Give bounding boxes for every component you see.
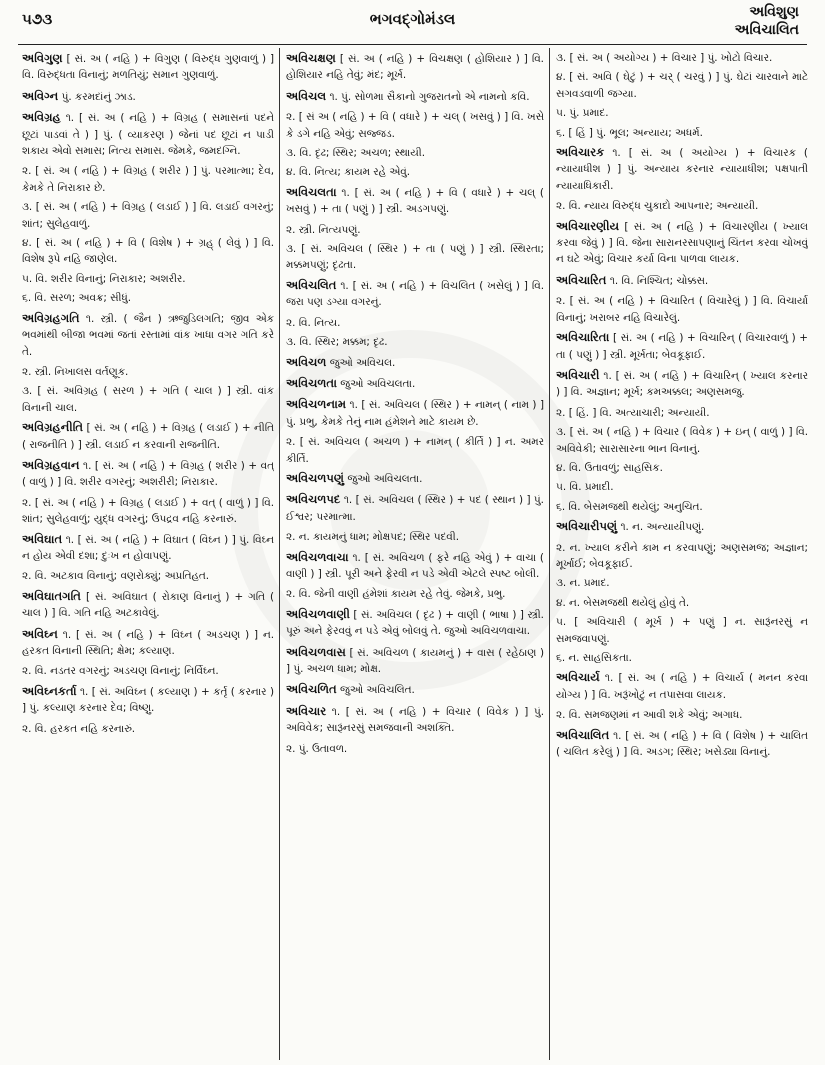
entry-text: ૨. [ સં. અ ( નહિ ) + વિગ્રહ ( લડાઈ ) + વત્ ( વાળું ) ] વિ. શાંત; સુલેહવાળું; યુદ્ધ વગરનું; ઉપદ્રવ નહિ કરનારું. bbox=[22, 496, 274, 526]
dictionary-entry bbox=[556, 727, 808, 761]
entry-sense bbox=[286, 586, 544, 602]
entry-text: ૩. વિ. દૃઢ; સ્થિર; અચળ; સ્થાયી. bbox=[286, 147, 425, 160]
entry-text: ૬. [ હિં ] પું. ભૂલ; અન્યાય; અધર્મ. bbox=[556, 126, 703, 139]
entry-sense bbox=[556, 614, 808, 647]
page-header bbox=[0, 0, 825, 46]
dictionary-entry bbox=[286, 703, 544, 737]
entry-headword: અવિચળિત bbox=[286, 682, 337, 697]
dictionary-entry bbox=[22, 50, 274, 84]
column-2 bbox=[286, 50, 544, 1058]
entry-sense bbox=[556, 707, 808, 723]
entry-text: [ સં. અવિઘાત ( રોકાણ વિનાનું ) + ગતિ ( ચાલ ) ] વિ. ગતિ નહિ અટકાવેલું. bbox=[22, 590, 274, 620]
dictionary-entry bbox=[22, 310, 274, 360]
entry-text: ૨. વિ. ન્યાય વિરુદ્ધ ચુકાદો આપનાર; અન્યાયી. bbox=[556, 200, 759, 213]
entry-headword: અવિચળતા bbox=[286, 375, 337, 390]
entry-text: ૧. [ સં. અ ( નહિ ) + વિઘ્ન ( અડચણ ) ] ન. હરકત વિનાની સ્થિતિ; ક્ષેમ; કલ્યાણ. bbox=[22, 628, 274, 657]
entry-text: ૨. [ સં. અ ( નહિ ) + વિચારિત ( વિચારેલું ) ] વિ. વિચાર્યા વિનાનું; ખરાબર નહિ વિચારેલું. bbox=[556, 295, 808, 324]
entry-headword: અવિચલતા bbox=[286, 184, 337, 199]
entry-sense bbox=[286, 241, 544, 274]
dictionary-entry bbox=[556, 218, 808, 268]
entry-text: ૪. [ સં. અ ( નહિ ) + વિ ( વિશેષ ) + ગ્રહ્ ( લેવું ) ] વિ. વિશેષ રૂપે નહિ જાણેલ. bbox=[22, 237, 274, 266]
entry-text: ૨. વિ. અટકાવ વિનાનું; વણરોક્યું; અપ્રતિહત. bbox=[22, 570, 210, 583]
entry-headword: અવિચક્ષણ bbox=[286, 51, 336, 65]
entry-headword: અવિગ્રહ bbox=[22, 110, 61, 125]
entry-headword: અવિચળવાસ bbox=[286, 644, 346, 659]
entry-sense bbox=[22, 495, 274, 528]
entry-text: ૨. [ હિં. ] વિ. અત્યાચારી; અન્યાયી. bbox=[556, 406, 710, 419]
entry-sense bbox=[286, 164, 544, 180]
entry-text: ૧. [ સં. અવિચળ ( ફરે નહિ એવું ) + વાચા ( વાણી ) ] સ્ત્રી. પૂરી અને ફેરવી ન પડે એવી એટલે સ્પષ્ટ બોલી. bbox=[286, 551, 544, 580]
entry-headword: અવિચળવાણી bbox=[286, 606, 350, 621]
entry-headword: અવિગ્રહગતિ bbox=[22, 310, 80, 325]
dictionary-entry bbox=[286, 606, 544, 640]
column-3 bbox=[556, 50, 808, 1058]
entry-text: ૨. [ સં. અવિચલ ( અચળ ) + નામન્ ( કીર્તિ ) ] ન. અમર કીર્તિ. bbox=[286, 436, 544, 465]
entry-headword: અવિચલિત bbox=[286, 277, 337, 292]
entry-sense bbox=[22, 568, 274, 584]
entry-sense bbox=[286, 145, 544, 161]
entry-sense bbox=[556, 198, 808, 214]
entry-sense bbox=[556, 540, 808, 573]
entry-sense bbox=[22, 290, 274, 306]
entry-text: ૫. વિ. શરીર વિનાનું; નિરાકાર; અશરીર. bbox=[22, 272, 186, 285]
page-title: ભગવદ્ગોમંડલ bbox=[369, 10, 456, 28]
dictionary-entry bbox=[286, 681, 544, 698]
dictionary-entry bbox=[556, 669, 808, 703]
entry-headword: અવિચારી bbox=[556, 367, 600, 382]
entry-sense bbox=[286, 334, 544, 350]
entry-text: ૨. વિ. સમજણમાં ન આવી શકે એવું; અગાધ. bbox=[556, 709, 743, 722]
entry-headword: અવિચારિતા bbox=[556, 330, 610, 345]
entry-text: [ સં. અ ( નહિ ) + વિચારણીય ( ખ્યાલ કરવા જેવું ) ] વિ. જેના સારાનરસાપણાનું ચિંતન કરવા ચોખવું ન ઘટે એવું; વિચાર કર્યા વિના પાળવા લાયક. bbox=[556, 220, 808, 266]
entry-text: ૪. વિ. ઉતાવળું; સાહસિક. bbox=[556, 461, 663, 474]
entry-text: ૧. [ સં. અ ( અયોગ્ય ) + વિચારક ( ન્યાયાધીશ ) ] પું. અન્યાય કરનાર ન્યાયાધીશ; પક્ષપાતી ન્યાયાધિકારી. bbox=[556, 147, 808, 192]
entry-text: જુઓ અવિચલ. bbox=[329, 356, 396, 369]
entry-text: ૧. [ સં. અ ( નહિ ) + વિઘાત ( વિઘ્ન ) ] પું. વિઘ્ન ન હોય એવી દશા; દુઃખ ન હોવાપણું. bbox=[22, 533, 274, 562]
entry-sense bbox=[556, 50, 808, 66]
entry-headword: અવિગ્ન bbox=[22, 88, 59, 103]
entry-headword: અવિચળ bbox=[286, 354, 327, 369]
entry-text: ૨. ન. ખ્યાલ કરીને કામ ન કરવાપણું; અણસમજ; અજ્ઞાન; મૂર્ખાઈ; બેવકૂફાઈ. bbox=[556, 541, 808, 570]
dictionary-entry bbox=[286, 50, 544, 84]
entry-sense bbox=[22, 163, 274, 196]
column-1 bbox=[22, 50, 274, 1058]
entry-text: ૫. પું. પ્રમાદ. bbox=[556, 107, 609, 120]
column-divider bbox=[279, 48, 280, 1060]
entry-text: ૧. [ સં. અ ( નહિ ) + વિ ( વધારે ) + ચલ્ ( ખસવું ) + તા ( પણું ) ] સ્ત્રી. અડગપણું. bbox=[286, 186, 544, 216]
dictionary-entry bbox=[22, 457, 274, 491]
entry-sense bbox=[22, 199, 274, 232]
entry-text: ૧. [ સં. અવિચલ ( સ્થિર ) + પદ ( સ્થાન ) ] પું. ઈશ્વર; પરમાત્મા. bbox=[286, 494, 544, 523]
entry-text: ૪. [ સં. અવિ ( ઘેટું ) + ચર્ ( ચરવું ) ] પું. ઘેટાં ચારવાને માટે સગવડવાળી જગ્યા. bbox=[556, 71, 808, 100]
dictionary-entry bbox=[286, 396, 544, 430]
entry-text: ૩. ન. પ્રમાદ. bbox=[556, 577, 610, 590]
entry-text: ૧. [ સં. અ ( નહિ ) + વિગ્રહ ( સમાસનાં પદને છૂટાં પાડવાં તે ) ] પું. ( વ્યાકરણ ) જેનાં પદ છૂટાં ન પાડી શકાય એવો સમાસ; નિત્ય સમાસ. જેમકે, જમદગ્નિ. bbox=[22, 112, 274, 158]
entry-text: ૬. ન. સાહસિકતા. bbox=[556, 652, 632, 664]
entry-headword: અવિચલ bbox=[286, 88, 327, 103]
entry-text: ૨. સ્ત્રી. નિત્યપણું. bbox=[286, 223, 361, 236]
entry-headword: અવિચારણીય bbox=[556, 218, 620, 233]
entry-text: ૨. વિ. જેની વાણી હંમેશાં કાયમ રહે તેવું. જેમકે, પ્રભુ. bbox=[286, 588, 506, 601]
entry-headword: અવિચળપણું bbox=[286, 470, 345, 485]
dictionary-entry bbox=[286, 491, 544, 525]
entry-text: ૨. સ્ત્રી. નિખાલસ વર્તણૂક. bbox=[22, 365, 129, 378]
entry-headword: અવિચાર્ય bbox=[556, 670, 600, 685]
dictionary-entry bbox=[286, 470, 544, 487]
entry-text: [ સં. અ ( નહિ ) + વિચક્ષણ ( હોશિયાર ) ] વિ. હોશિયાર નહિ તેવું; મંદ; મૂર્ખ. bbox=[286, 53, 544, 82]
entry-headword: અવિચાલિત bbox=[556, 727, 610, 742]
running-head-start: અવિશુણ bbox=[749, 4, 799, 20]
entry-sense bbox=[556, 424, 808, 457]
entry-sense bbox=[22, 721, 274, 737]
entry-text: ૩. [ સં. અ ( નહિ ) + વિગ્રહ ( લડાઈ ) ] વિ. લડાઈ વગરનું; શાંત; સુલેહવાળું. bbox=[22, 201, 274, 230]
entry-headword: અવિચારીપણું bbox=[556, 519, 618, 534]
entry-text: ૨. ન. કાયમનું ધામ; મોક્ષપદ; સ્થિર પદવી. bbox=[286, 531, 460, 544]
entry-text: જુઓ અવિચલતા. bbox=[347, 472, 423, 485]
entry-text: ૧. [ સં. અ ( નહિ ) + વિચલિત ( ખસેલું ) ] વિ. જરા પણ ડગ્યા વગરનું. bbox=[286, 279, 544, 309]
dictionary-entry bbox=[22, 88, 274, 105]
entry-sense bbox=[556, 595, 808, 611]
entry-text: ૨. પું. ઉતાવળ. bbox=[286, 742, 348, 755]
entry-sense bbox=[556, 650, 808, 666]
dictionary-entry bbox=[22, 419, 274, 453]
dictionary-entry bbox=[22, 531, 274, 565]
entry-sense bbox=[286, 529, 544, 545]
entry-sense bbox=[556, 69, 808, 102]
entry-text: ૧. [ સં. અ ( નહિ ) + વિગ્રહ ( શરીર ) + વત્ ( વાળું ) ] વિ. શરીર વગરનું; અશરીરી; નિરાકાર. bbox=[22, 459, 274, 489]
dictionary-entry bbox=[556, 518, 808, 535]
dictionary-entry bbox=[22, 588, 274, 622]
entry-text: [ સં. અવિચળ ( કાયમનું ) + વાસ ( રહેઠાણ ) ] પું. અચળ ધામ; મોક્ષ. bbox=[286, 646, 544, 675]
entry-sense bbox=[556, 460, 808, 476]
entry-sense bbox=[22, 383, 274, 416]
entry-text: ૧. ન. અન્યાયીપણું. bbox=[620, 521, 705, 534]
entry-sense bbox=[22, 271, 274, 287]
entry-text: ૩. [ સં. અવિગ્રહ ( સરળ ) + ગતિ ( ચાલ ) ] સ્ત્રી. વાંક વિનાની ચાલ. bbox=[22, 385, 274, 414]
entry-text: ૬. વિ. સરળ; અવક્ર; સીધું. bbox=[22, 292, 132, 305]
entry-text: ૧. [ સં. અ ( નહિ ) + વિચાર ( વિવેક ) ] પું. અવિવેક; સારૂંનરસું સમજવાની અશક્તિ. bbox=[286, 705, 544, 735]
entry-headword: અવિગ્રહનીતિ bbox=[22, 420, 84, 435]
entry-sense bbox=[556, 405, 808, 421]
entry-text: ૩. [ સં. અ ( નહિ ) + વિચાર ( વિવેક ) + ઇન્ ( વાળું ) ] વિ. અવિવેકી; સારાસારના ભાન વિનાનું. bbox=[556, 426, 808, 455]
running-head-end: અવિચાલિત bbox=[734, 22, 799, 38]
entry-sense bbox=[556, 479, 808, 495]
entry-text: ૪. વિ. નિત્ય; કાયમ રહે એવું. bbox=[286, 166, 411, 179]
entry-text: ૩. [ સં. અ ( અયોગ્ય ) + વિચાર ] પું. ખોટો વિચાર. bbox=[556, 52, 773, 64]
entry-headword: અવિગુણ bbox=[22, 51, 63, 65]
entry-text: ૩. [ સં. અવિચલ ( સ્થિર ) + તા ( પણું ) ] સ્ત્રી. સ્થિરતા; મક્કમપણું; દૃઢતા. bbox=[286, 243, 544, 272]
dictionary-entry bbox=[556, 329, 808, 363]
entry-sense bbox=[286, 222, 544, 238]
entry-text: ૨. વિ. હરકત નહિ કરનારું. bbox=[22, 722, 136, 735]
entry-headword: અવિઘ્નકર્તા bbox=[22, 683, 77, 698]
entry-text: ૧. [ સં. અ ( નહિ ) + વિચાર્ય ( મનન કરવા યોગ્ય ) ] વિ. ખરૂંખોટું ન તપાસવા લાયક. bbox=[556, 672, 808, 701]
entry-headword: અવિઘાતગતિ bbox=[22, 588, 81, 603]
entry-sense bbox=[556, 125, 808, 141]
entry-headword: અવિચારક bbox=[556, 145, 605, 160]
entry-sense bbox=[556, 499, 808, 515]
entry-headword: અવિચારિત bbox=[556, 272, 607, 287]
entry-sense bbox=[556, 293, 808, 326]
entry-text: ૧. પું. સોળમા સૈકાનો ગુજરાતનો એ નામનો કવિ. bbox=[329, 90, 530, 103]
entry-text: ૪. ન. બેસમજથી થયેલું હોવું તે. bbox=[556, 596, 690, 609]
dictionary-entry bbox=[556, 144, 808, 194]
dictionary-entry bbox=[286, 354, 544, 371]
entry-text: જુઓ અવિચલિત. bbox=[340, 684, 415, 697]
entry-headword: અવિચાર bbox=[286, 703, 327, 718]
dictionary-entry bbox=[556, 367, 808, 401]
entry-text: [ સં. અ ( નહિ ) + વિગુણ ( વિરુદ્ધ ગુણવાળું ) ] વિ. વિરુદ્ધતા વિનાનું; મળતિયું; સમાન ગુણવાળું. bbox=[22, 53, 274, 82]
entry-sense bbox=[556, 575, 808, 591]
entry-text: ૨. વિ. નડતર વગરનું; અડચણ વિનાનું; નિર્વિઘ્ન. bbox=[22, 665, 219, 678]
entry-headword: અવિચળવાચા bbox=[286, 549, 349, 564]
entry-text: પું. કરમદાંનું ઝાડ. bbox=[61, 90, 136, 103]
dictionary-entry bbox=[22, 109, 274, 159]
page-number: ૫૭૩ bbox=[22, 10, 53, 28]
entry-sense bbox=[22, 364, 274, 380]
entry-sense bbox=[556, 105, 808, 121]
entry-sense bbox=[286, 315, 544, 331]
dictionary-entry bbox=[286, 644, 544, 678]
entry-text: [ સં. અ ( નહિ ) + વિચારિન્ ( વિચારવાળું ) + તા ( પણું ) ] સ્ત્રી. મૂર્ખતા; બેવકૂફાઈ. bbox=[556, 332, 808, 361]
entry-text: ૧. [ સં. અ ( નહિ ) + વિચારિન્ ( ખ્યાલ કરનાર ) ] વિ. અજ્ઞાન; મૂર્ખ; કમઅક્કલ; અણસમજુ. bbox=[556, 369, 808, 399]
entry-text: ૨. [ સં. અ ( નહિ ) + વિગ્રહ ( શરીર ) ] પું. પરમાત્મા; દેવ, કેમકે તે નિરાકાર છે. bbox=[22, 165, 274, 194]
dictionary-entry bbox=[22, 683, 274, 717]
entry-headword: અવિગ્રહવાન bbox=[22, 457, 80, 472]
header-rule bbox=[18, 44, 807, 45]
entry-text: ૫. વિ. પ્રમાદી. bbox=[556, 481, 614, 494]
dictionary-entry bbox=[286, 277, 544, 311]
entry-headword: અવિઘ્ન bbox=[22, 626, 58, 641]
entry-text: ૩. વિ. સ્થિર; મક્કમ; દૃઢ. bbox=[286, 336, 388, 349]
entry-text: ૧. સ્ત્રી. ( જૈન ) ઋજુડિલગતિ; જીવ એક ભવમાંથી બીજા ભવમાં જતાં રસ્તામાં વાંક ખાધા વગર ગતિ કરે તે. bbox=[22, 312, 274, 358]
dictionary-entry bbox=[286, 88, 544, 105]
entry-text: ૧. વિ. નિશ્ચિત; ચોક્કસ. bbox=[609, 274, 709, 287]
entry-text: જુઓ અવિચલતા. bbox=[340, 377, 416, 390]
dictionary-entry bbox=[286, 184, 544, 218]
dictionary-entry bbox=[556, 272, 808, 289]
entry-text: ૬. વિ. બેસમજથી થયેલું; અનુચિત. bbox=[556, 500, 703, 513]
dictionary-entry bbox=[286, 549, 544, 583]
entry-headword: અવિચળપદ bbox=[286, 492, 341, 507]
column-divider bbox=[549, 48, 550, 1060]
dictionary-entry bbox=[286, 375, 544, 392]
dictionary-entry bbox=[22, 626, 274, 660]
entry-sense bbox=[286, 434, 544, 467]
entry-text: [ સં. અવિચલ ( દૃઢ ) + વાણી ( ભાષા ) ] સ્ત્રી. પૂરું અને ફેરવવું ન પડે એવું બોલવું તે. જુઓ અવિચળવાચા. bbox=[286, 608, 544, 638]
entry-text: ૨. વિ. નિત્ય. bbox=[286, 316, 341, 329]
entry-headword: અવિઘાત bbox=[22, 531, 63, 546]
entry-sense bbox=[286, 741, 544, 757]
entry-sense bbox=[286, 109, 544, 142]
entry-text: ૧. [ સં. અવિચલ ( સ્થિર ) + નામન્ ( નામ ) ] પું. પ્રભુ, કેમકે તેનું નામ હંમેશને માટે કાયમ છે. bbox=[286, 399, 544, 428]
entry-sense bbox=[22, 663, 274, 679]
entry-text: ૨. [ સં અ ( નહિ ) + વિ ( વધારે ) + ચલ્ ( ખસવું ) ] વિ. ખસે કે ડગે નહિ એવું; સજ્જડ. bbox=[286, 111, 544, 140]
entry-text: ૧. [ સં. અવિઘ્ન ( કલ્યાણ ) + કર્તૃ ( કરનાર ) ] પું. કલ્યાણ કરનાર દેવ; વિષ્ણુ. bbox=[22, 685, 274, 715]
entry-headword: અવિચળનામ bbox=[286, 397, 347, 412]
entry-text: ૧. [ સં. અ ( નહિ ) + વિ ( વિશેષ ) + ચાલિત ( ચલિત કરેલું ) ] વિ. અડગ; સ્થિર; ખસેડ્યા વિનાનું. bbox=[556, 729, 808, 759]
entry-text: [ સં. અ ( નહિ ) + વિગ્રહ ( લડાઈ ) + નીતિ ( રાજનીતિ ) ] સ્ત્રી. લડાઈ ન કરવાની રાજનીતિ. bbox=[22, 422, 274, 451]
entry-sense bbox=[22, 235, 274, 268]
entry-text: ૫. [ અવિચારી ( મૂર્ખ ) + પણું ] ન. સારૂંનરસું ન સમજવાપણું. bbox=[556, 616, 808, 645]
